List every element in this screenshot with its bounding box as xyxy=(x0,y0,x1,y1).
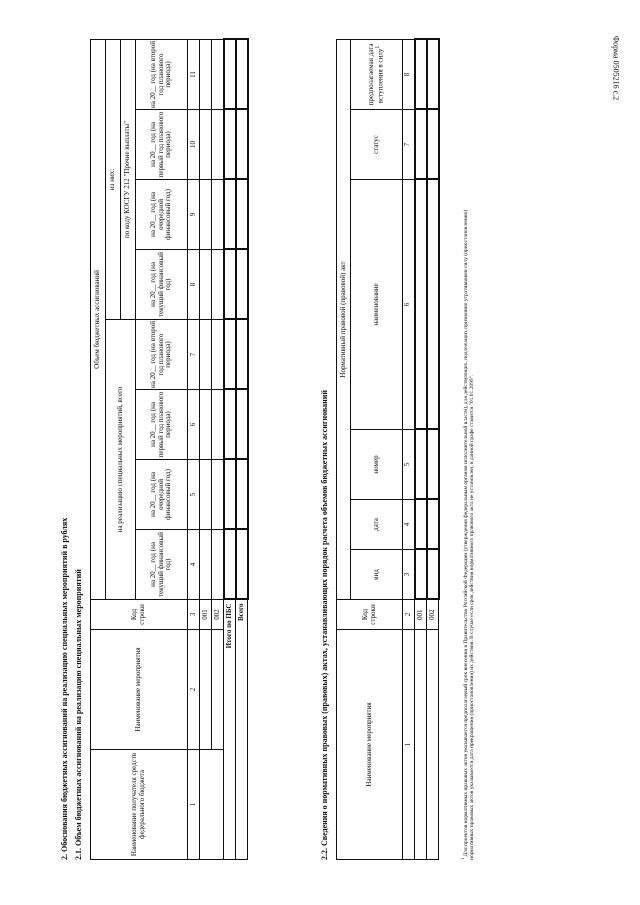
row-code: 001 xyxy=(200,600,212,630)
section-2-title: 2. Обоснования бюджетных ассигнований на реализацию специальных мероприятий в рублях xyxy=(60,517,69,860)
header-number: номер xyxy=(351,430,403,500)
col-number: 6 xyxy=(403,180,415,430)
col-number: 1 xyxy=(403,630,415,860)
col-number: 2 xyxy=(403,600,415,630)
header-name: наименование xyxy=(351,180,403,430)
header-of-them: из них: xyxy=(106,39,121,319)
recipient-cell[interactable] xyxy=(200,750,224,860)
legal-acts-table xyxy=(336,38,440,860)
col-number: 7 xyxy=(188,320,200,390)
value-cell[interactable] xyxy=(224,460,236,530)
header-measure: Наименование мероприятия xyxy=(91,630,188,750)
value-cell[interactable] xyxy=(212,390,224,460)
row-code: 001 xyxy=(415,600,427,630)
col-number: 1 xyxy=(188,750,200,860)
header-recipient: Наименование получателя средств федерального бюджета xyxy=(91,750,188,860)
value-cell[interactable] xyxy=(212,460,224,530)
value-cell[interactable] xyxy=(200,39,212,109)
value-cell[interactable] xyxy=(427,430,439,500)
col-number: 6 xyxy=(188,390,200,460)
value-cell[interactable] xyxy=(212,180,224,250)
value-cell[interactable] xyxy=(415,180,427,430)
header-total: на реализацию специальных мероприятий, всего xyxy=(106,320,136,600)
value-cell[interactable] xyxy=(200,390,212,460)
value-cell[interactable] xyxy=(236,390,248,460)
value-cell[interactable] xyxy=(236,530,248,600)
value-cell[interactable] xyxy=(224,110,236,180)
row-code: 002 xyxy=(427,600,439,630)
value-cell[interactable] xyxy=(236,320,248,390)
measure-cell[interactable] xyxy=(427,630,439,860)
col-number: 4 xyxy=(403,500,415,550)
col-number: 3 xyxy=(188,600,200,630)
value-cell[interactable] xyxy=(200,460,212,530)
col-number: 7 xyxy=(403,110,415,180)
value-cell[interactable] xyxy=(224,180,236,250)
header-volume: Объем бюджетных ассигнований xyxy=(91,39,106,599)
value-cell[interactable] xyxy=(427,180,439,430)
value-cell[interactable] xyxy=(224,530,236,600)
col-number: 5 xyxy=(403,430,415,500)
measure-cell[interactable] xyxy=(415,630,427,860)
value-cell[interactable] xyxy=(236,460,248,530)
header-measure: Наименование мероприятия xyxy=(337,630,403,860)
value-cell[interactable] xyxy=(200,530,212,600)
footnote-ref: 1 xyxy=(375,45,382,49)
value-cell[interactable] xyxy=(427,550,439,600)
table-row xyxy=(427,39,439,859)
value-cell[interactable] xyxy=(427,39,439,109)
total-pbs-label: Итого по ПБС xyxy=(224,600,236,860)
measure-cell[interactable] xyxy=(212,630,224,750)
header-kosgu-year-next: на 20__ год (на очередной финансовый год) xyxy=(136,180,188,250)
form-code: Форма 0505216 с.2 xyxy=(611,35,621,101)
col-number: 2 xyxy=(188,630,200,750)
value-cell[interactable] xyxy=(200,180,212,250)
value-cell[interactable] xyxy=(212,530,224,600)
table-row xyxy=(415,39,427,859)
total-pbs-row xyxy=(224,39,236,859)
header-code: Код строки xyxy=(91,600,188,630)
value-cell[interactable] xyxy=(200,110,212,180)
value-cell[interactable] xyxy=(212,110,224,180)
value-cell[interactable] xyxy=(427,110,439,180)
value-cell[interactable] xyxy=(212,39,224,109)
header-year-plan1: на 20__ год (на первый год планового периода) xyxy=(136,390,188,460)
col-number: 3 xyxy=(403,550,415,600)
value-cell[interactable] xyxy=(415,110,427,180)
header-act: Нормативный правовой (правовой) акт xyxy=(337,39,351,599)
grand-total-row xyxy=(236,39,248,859)
table-row xyxy=(200,39,212,859)
measure-cell[interactable] xyxy=(200,630,212,750)
value-cell[interactable] xyxy=(212,320,224,390)
header-year-next: на 20__ год (на очередной финансовый год) xyxy=(136,460,188,530)
header-year-plan2: на 20__ год (на второй год планового периода) xyxy=(136,320,188,390)
value-cell[interactable] xyxy=(415,430,427,500)
column-numbers-row xyxy=(188,39,200,859)
table-row xyxy=(212,39,224,859)
header-kosgu-year-plan1: на 20__ год (на первый год планового периода) xyxy=(136,110,188,180)
value-cell[interactable] xyxy=(236,180,248,250)
value-cell[interactable] xyxy=(224,250,236,320)
value-cell[interactable] xyxy=(200,250,212,320)
value-cell[interactable] xyxy=(236,110,248,180)
value-cell[interactable] xyxy=(200,320,212,390)
header-expected-date: предполагаемая дата вступления в силу$^1$ xyxy=(351,39,403,109)
footnote-1: $^1$ Для проектов нормативных правовых актов указывается предполагаемый срок внесения в Правительство Российской Федерации (утверждения федеральным органом исполнительной власти), для действующих, подлежащих признанию утратившими силу (приостановлению) xyxy=(460,209,469,860)
value-cell[interactable] xyxy=(224,390,236,460)
col-number: 10 xyxy=(188,110,200,180)
column-numbers-row xyxy=(403,39,415,859)
value-cell[interactable] xyxy=(427,500,439,550)
grand-total-label: Всего xyxy=(236,600,248,860)
header-date: дата xyxy=(351,500,403,550)
footnote-2: нормативных правовых актов указывается дата прекращения (приостановления) их действия. В случае если срок действия нормативного правового акта не установлен, в данной графе ставится "01.01.2099". xyxy=(469,374,475,860)
col-number: 11 xyxy=(188,39,200,109)
section-22-title: 2.2. Сведения о нормативных правовых (правовых) актах, устанавливающих порядок расчета объемов бюджетных ассигнований xyxy=(320,389,329,860)
col-number: 5 xyxy=(188,460,200,530)
header-kosgu-year-plan2: на 20__ год (на второй год планового периода) xyxy=(136,39,188,109)
value-cell[interactable] xyxy=(236,39,248,109)
value-cell[interactable] xyxy=(224,39,236,109)
footnote-mark: 1 xyxy=(460,857,465,860)
row-code: 002 xyxy=(212,600,224,630)
value-cell[interactable] xyxy=(224,320,236,390)
budget-volume-table xyxy=(90,38,249,860)
col-number: 8 xyxy=(188,250,200,320)
header-kosgu: по коду КОСГУ 212 "Прочие выплаты" xyxy=(121,39,136,319)
value-cell[interactable] xyxy=(212,250,224,320)
value-cell[interactable] xyxy=(415,550,427,600)
rotated-content xyxy=(60,40,616,860)
section-21-title: 2.1. Объем бюджетных ассигнований на реализацию специальных мероприятий xyxy=(74,569,83,860)
header-kosgu-year-current: на 20__ год (на текущий финансовый год) xyxy=(136,250,188,320)
col-number: 8 xyxy=(403,39,415,109)
header-status: статус xyxy=(351,110,403,180)
header-year-current: на 20__ год (на текущий финансовый год) xyxy=(136,530,188,600)
value-cell[interactable] xyxy=(415,500,427,550)
value-cell[interactable] xyxy=(236,250,248,320)
header-code: Код строки xyxy=(337,600,403,630)
col-number: 9 xyxy=(188,180,200,250)
value-cell[interactable] xyxy=(415,39,427,109)
col-number: 4 xyxy=(188,530,200,600)
header-kind: вид xyxy=(351,550,403,600)
